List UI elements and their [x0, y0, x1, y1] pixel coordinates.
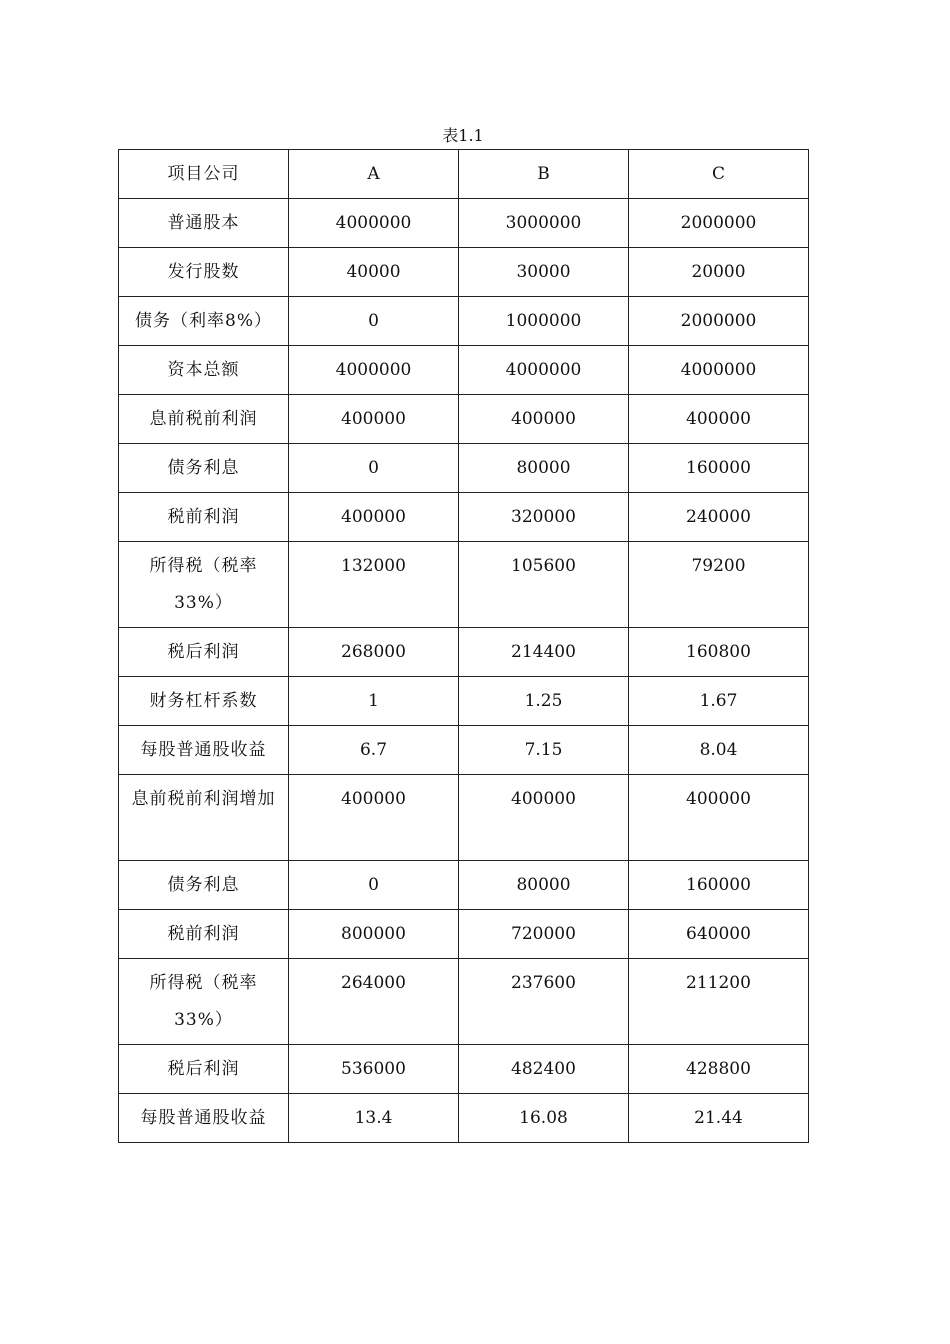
row-label-cell: 每股普通股收益	[119, 726, 289, 775]
row-label-cell: 普通股本	[119, 199, 289, 248]
company-a-cell: 536000	[289, 1045, 459, 1094]
company-c-cell: 4000000	[629, 346, 809, 395]
company-b-cell: 214400	[459, 628, 629, 677]
row-label-cell: 债务利息	[119, 444, 289, 493]
company-a-cell: 800000	[289, 910, 459, 959]
row-label-cell: 资本总额	[119, 346, 289, 395]
table-row	[119, 1094, 809, 1143]
company-b-cell: 1.25	[459, 677, 629, 726]
row-label-cell: 税后利润	[119, 628, 289, 677]
company-c-cell: 400000	[629, 395, 809, 444]
table-row	[119, 248, 809, 297]
company-b-cell: 482400	[459, 1045, 629, 1094]
company-b-cell: B	[459, 150, 629, 199]
company-c-cell: 400000	[629, 775, 809, 861]
row-label-cell: 债务利息	[119, 861, 289, 910]
company-a-cell: 13.4	[289, 1094, 459, 1143]
row-label-cell: 每股普通股收益	[119, 1094, 289, 1143]
company-c-cell: C	[629, 150, 809, 199]
company-c-cell: 2000000	[629, 297, 809, 346]
company-c-cell: 160000	[629, 861, 809, 910]
table-row	[119, 395, 809, 444]
financial-leverage-table	[118, 149, 809, 1143]
company-b-cell: 4000000	[459, 346, 629, 395]
company-a-cell: 0	[289, 444, 459, 493]
company-c-cell: 2000000	[629, 199, 809, 248]
company-a-cell: 400000	[289, 493, 459, 542]
company-b-cell: 237600	[459, 959, 629, 1045]
company-a-cell: 0	[289, 861, 459, 910]
company-a-cell: 264000	[289, 959, 459, 1045]
table-row	[119, 297, 809, 346]
company-c-cell: 8.04	[629, 726, 809, 775]
table-row	[119, 861, 809, 910]
table-row	[119, 677, 809, 726]
company-a-cell: 400000	[289, 775, 459, 861]
row-label-cell: 债务（利率8%）	[119, 297, 289, 346]
company-b-cell: 80000	[459, 444, 629, 493]
company-a-cell: 400000	[289, 395, 459, 444]
table-row	[119, 199, 809, 248]
company-a-cell: 0	[289, 297, 459, 346]
table-row	[119, 726, 809, 775]
company-c-cell: 20000	[629, 248, 809, 297]
table-row	[119, 493, 809, 542]
company-b-cell: 30000	[459, 248, 629, 297]
company-c-cell: 640000	[629, 910, 809, 959]
company-b-cell: 720000	[459, 910, 629, 959]
company-a-cell: 132000	[289, 542, 459, 628]
company-a-cell: 4000000	[289, 199, 459, 248]
row-label-cell: 所得税（税率33%）	[119, 542, 289, 628]
company-a-cell: 40000	[289, 248, 459, 297]
company-a-cell: 1	[289, 677, 459, 726]
company-c-cell: 160000	[629, 444, 809, 493]
company-c-cell: 428800	[629, 1045, 809, 1094]
company-b-cell: 320000	[459, 493, 629, 542]
company-c-cell: 211200	[629, 959, 809, 1045]
table-row	[119, 775, 809, 861]
company-c-cell: 240000	[629, 493, 809, 542]
table-row	[119, 542, 809, 628]
table-row	[119, 444, 809, 493]
company-b-cell: 16.08	[459, 1094, 629, 1143]
table-row	[119, 346, 809, 395]
table-row	[119, 910, 809, 959]
company-c-cell: 1.67	[629, 677, 809, 726]
row-label-cell: 财务杠杆系数	[119, 677, 289, 726]
company-c-cell: 21.44	[629, 1094, 809, 1143]
row-label-cell: 息前税前利润增加	[119, 775, 289, 861]
table-row	[119, 959, 809, 1045]
company-a-cell: 4000000	[289, 346, 459, 395]
company-b-cell: 7.15	[459, 726, 629, 775]
company-b-cell: 400000	[459, 775, 629, 861]
row-label-cell: 税前利润	[119, 910, 289, 959]
row-label-cell: 所得税（税率33%）	[119, 959, 289, 1045]
company-a-cell: 268000	[289, 628, 459, 677]
company-b-cell: 400000	[459, 395, 629, 444]
company-b-cell: 80000	[459, 861, 629, 910]
company-b-cell: 3000000	[459, 199, 629, 248]
company-b-cell: 105600	[459, 542, 629, 628]
row-label-cell: 息前税前利润	[119, 395, 289, 444]
row-label-cell: 税后利润	[119, 1045, 289, 1094]
table-body	[119, 150, 809, 1143]
table-row	[119, 1045, 809, 1094]
row-label-cell: 发行股数	[119, 248, 289, 297]
company-c-cell: 160800	[629, 628, 809, 677]
table-caption: 表1.1	[442, 126, 484, 145]
row-label-cell: 税前利润	[119, 493, 289, 542]
company-a-cell: 6.7	[289, 726, 459, 775]
row-label-cell: 项目公司	[119, 150, 289, 199]
company-a-cell: A	[289, 150, 459, 199]
company-b-cell: 1000000	[459, 297, 629, 346]
table-row	[119, 628, 809, 677]
company-c-cell: 79200	[629, 542, 809, 628]
table-row	[119, 150, 809, 199]
